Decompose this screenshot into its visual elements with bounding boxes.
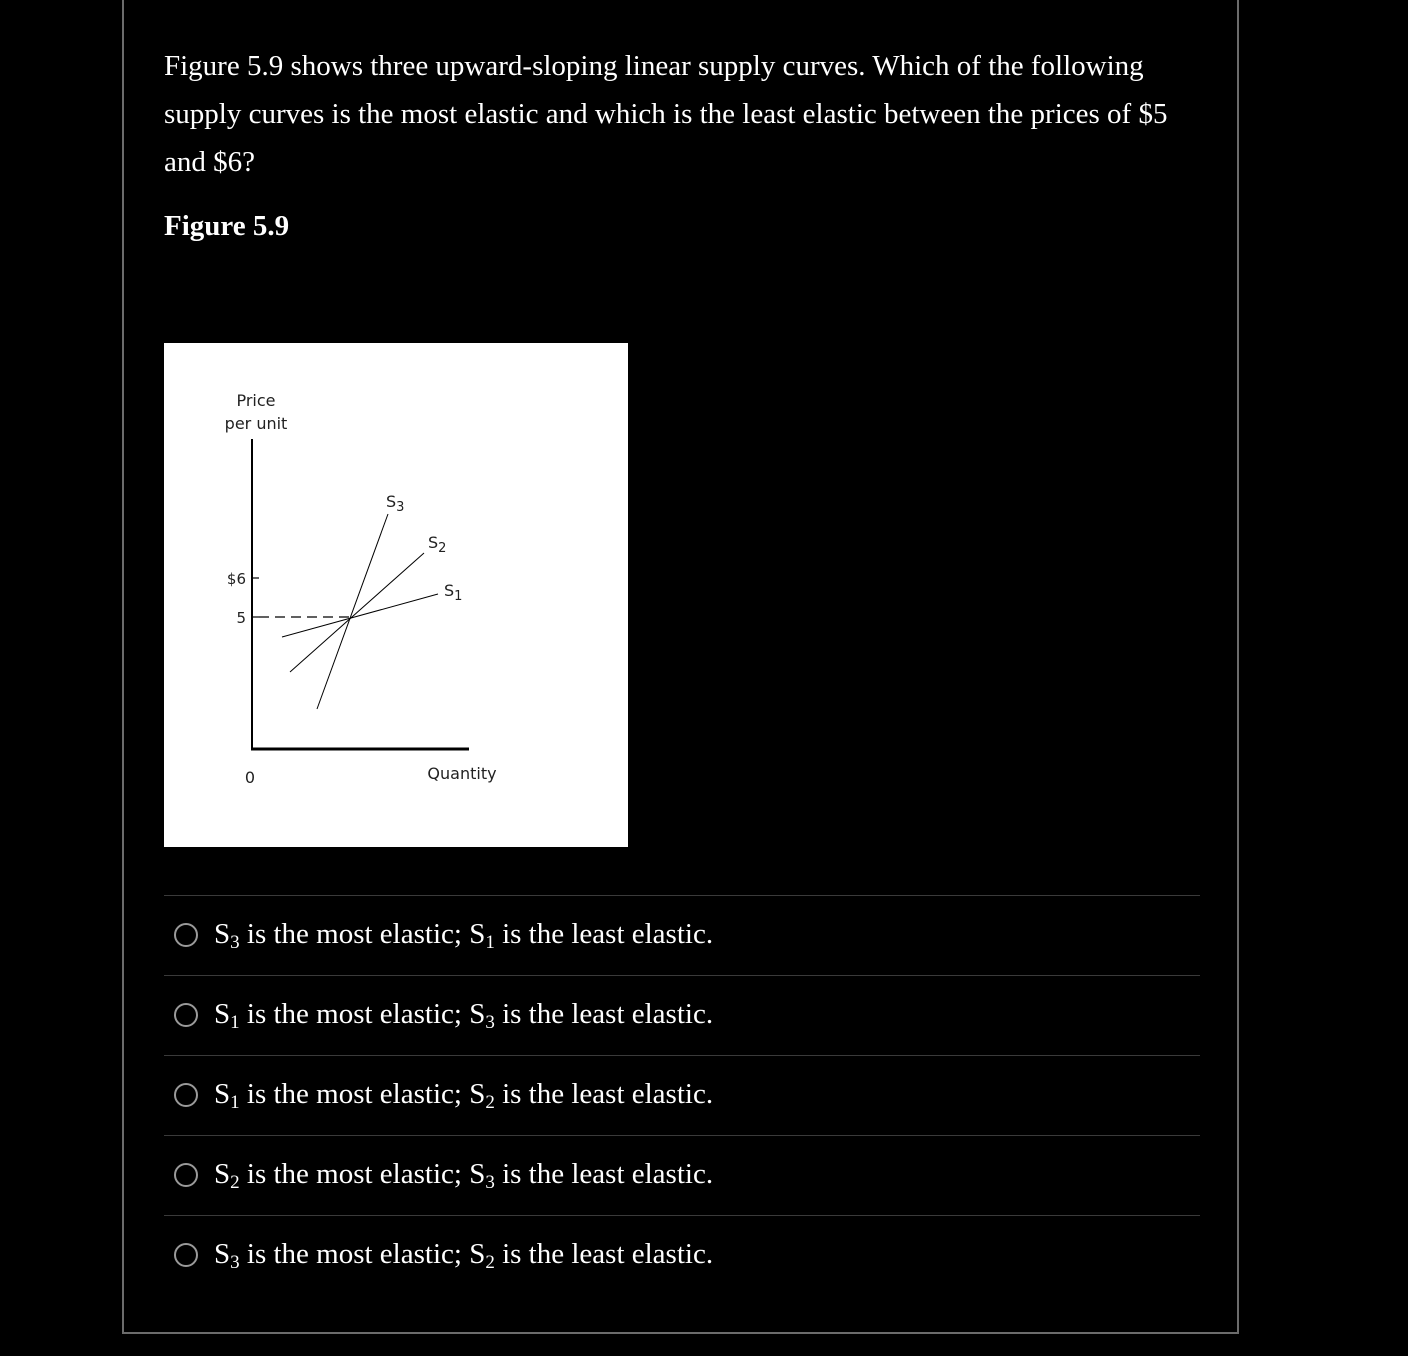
- answer-option-3[interactable]: [164, 1055, 1200, 1135]
- option-label: $S_3$ is the most elastic; $S_2$ is the least elastic.: [214, 1238, 714, 1273]
- supply-curve-s1: [282, 594, 438, 637]
- option-label: $S_1$ is the most elastic; $S_3$ is the least elastic.: [214, 998, 714, 1033]
- radio-button[interactable]: [174, 1163, 198, 1187]
- radio-button[interactable]: [174, 923, 198, 947]
- answer-option-2[interactable]: [164, 975, 1200, 1055]
- s1-label: $S_1$: [444, 581, 463, 604]
- radio-button[interactable]: [174, 1083, 198, 1107]
- price-tick-5-label: 5: [236, 609, 246, 627]
- y-axis-label-line2: per unit: [224, 414, 288, 433]
- answer-options: [164, 895, 1200, 1295]
- supply-curve-s2: [290, 553, 424, 672]
- supply-curves-figure: [164, 343, 628, 847]
- radio-button[interactable]: [174, 1003, 198, 1027]
- option-label: $S_2$ is the most elastic; $S_3$ is the least elastic.: [214, 1158, 714, 1193]
- answer-option-5[interactable]: [164, 1215, 1200, 1295]
- x-axis-label: Quantity: [427, 764, 497, 783]
- supply-curve-s3: [317, 514, 388, 709]
- option-label: $S_1$ is the most elastic; $S_2$ is the least elastic.: [214, 1078, 714, 1113]
- origin-label: 0: [244, 768, 256, 787]
- question-text: Figure 5.9 shows three upward-sloping linear supply curves. Which of the following supply curves is the most elastic and which is the least elastic between the prices of $5 and $6?: [164, 50, 1168, 178]
- s3-label: $S_3$: [386, 492, 405, 515]
- answer-option-4[interactable]: [164, 1135, 1200, 1215]
- figure-label: Figure 5.9: [164, 210, 290, 242]
- y-axis-label-line1: Price: [236, 391, 276, 410]
- option-label: $S_3$ is the most elastic; $S_1$ is the least elastic.: [214, 918, 714, 953]
- supply-curves-graph: [164, 343, 628, 847]
- answer-option-1[interactable]: [164, 895, 1200, 975]
- radio-button[interactable]: [174, 1243, 198, 1267]
- s2-label: $S_2$: [428, 533, 447, 556]
- price-tick-6-label: $6: [226, 570, 246, 588]
